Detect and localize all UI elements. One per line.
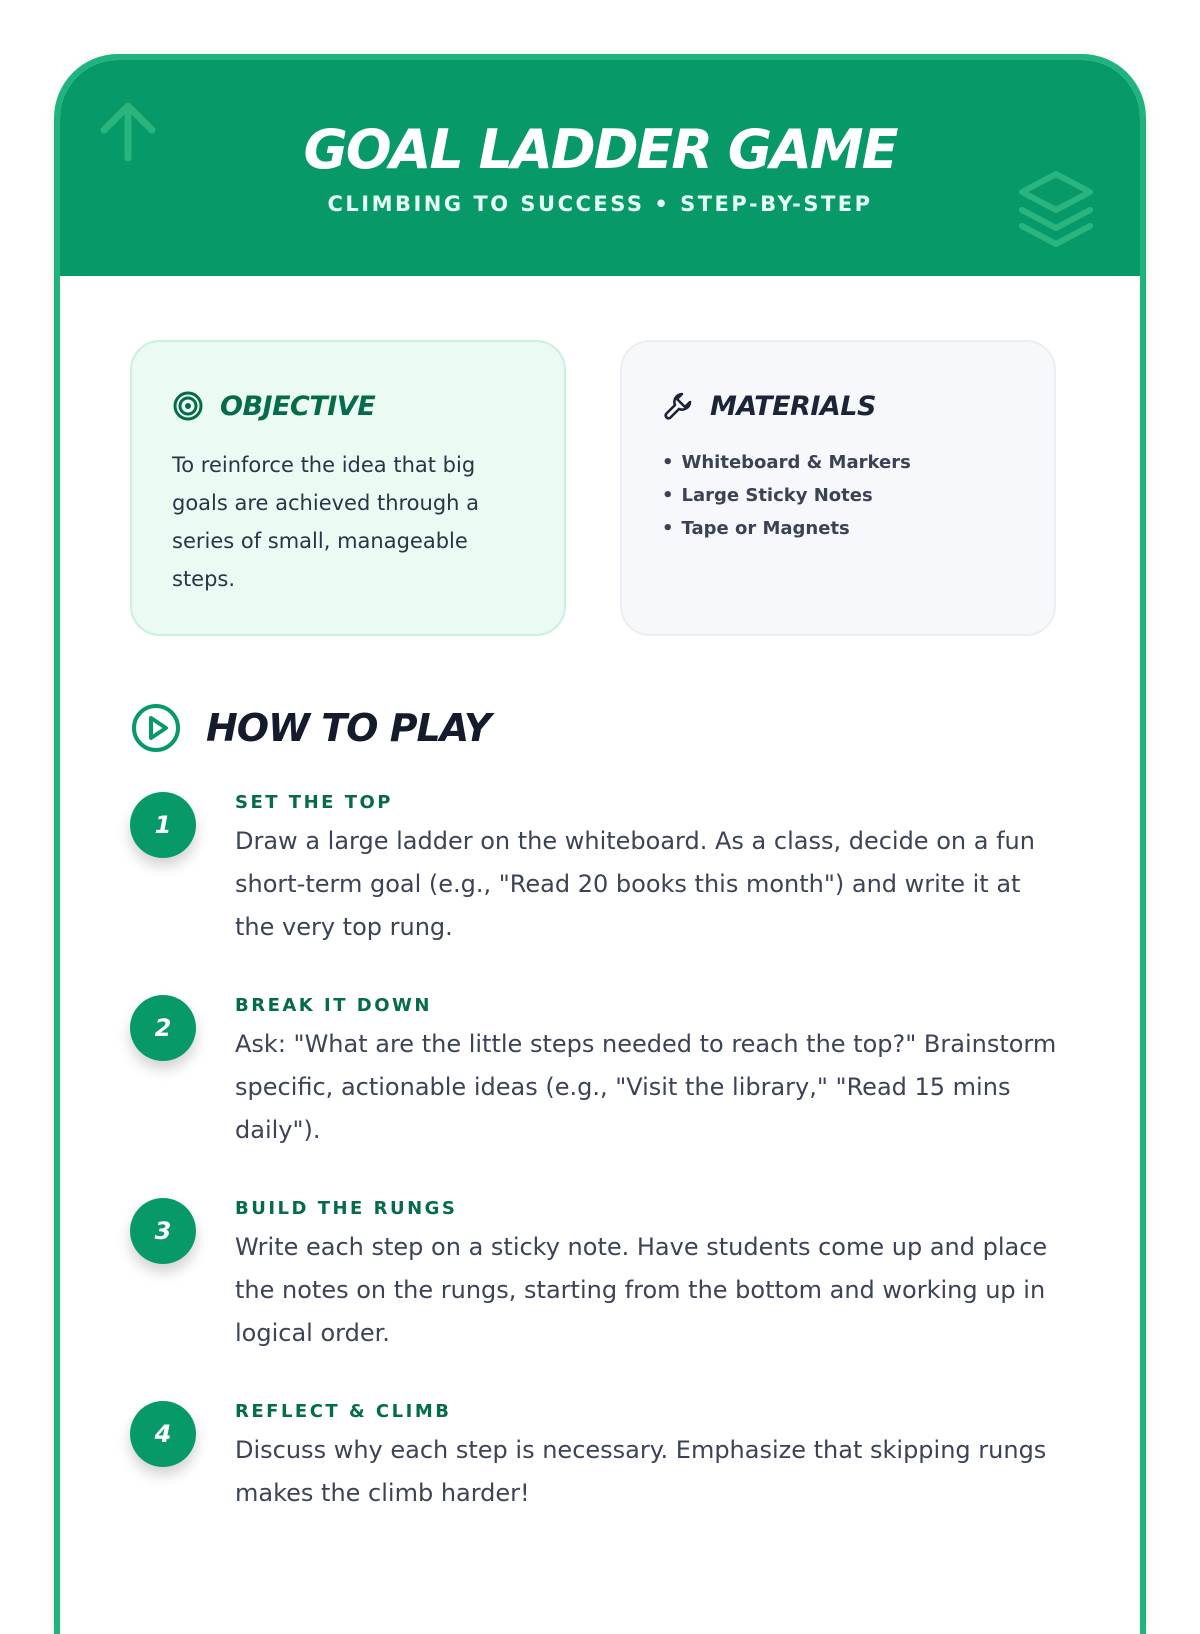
materials-box (620, 340, 1056, 636)
play-circle-icon (130, 702, 182, 754)
target-icon (172, 390, 204, 422)
how-to-play-heading (130, 700, 490, 756)
page-subtitle: CLIMBING TO SUCCESS • STEP-BY-STEP (327, 192, 873, 216)
objective-title: OBJECTIVE (220, 390, 376, 422)
step-text: Ask: "What are the little steps needed to reach the top?" Brainstorm specific, actionable ideas (e.g., "Visit the library," "Read 15 mins daily"). (235, 1030, 1057, 1144)
wrench-icon (662, 390, 694, 422)
step-number-badge: 2 (130, 995, 196, 1061)
step-number-badge: 3 (130, 1198, 196, 1264)
list-item: • Whiteboard & Markers (662, 452, 911, 473)
objective-box (130, 340, 566, 636)
header-banner (60, 60, 1140, 276)
objective-heading (172, 386, 375, 426)
step-title: REFLECT & CLIMB (235, 1401, 452, 1422)
step-number-badge: 4 (130, 1401, 196, 1467)
list-item: • Large Sticky Notes (662, 485, 873, 506)
step-title: BREAK IT DOWN (235, 995, 432, 1016)
materials-heading (662, 386, 876, 426)
step-title: SET THE TOP (235, 792, 393, 813)
materials-title: MATERIALS (710, 390, 876, 422)
step-number-badge: 1 (130, 792, 196, 858)
materials-list (662, 446, 911, 545)
step-text: Draw a large ladder on the whiteboard. As a class, decide on a fun short-term goal (e.g., "Read 20 books this month") and write it at the very top rung. (235, 827, 1035, 941)
list-item: • Tape or Magnets (662, 518, 850, 539)
page-title: GOAL LADDER GAME (303, 118, 897, 181)
activity-card (54, 54, 1146, 1634)
step-text: Discuss why each step is necessary. Emphasize that skipping rungs makes the climb harder! (235, 1436, 1047, 1507)
step-title: BUILD THE RUNGS (235, 1198, 458, 1219)
step-text: Write each step on a sticky note. Have students come up and place the notes on the rungs, starting from the bottom and working up in logical order. (235, 1233, 1048, 1347)
objective-text: To reinforce the idea that big goals are achieved through a series of small, manageable steps. (172, 453, 480, 591)
how-to-play-title: HOW TO PLAY (206, 706, 491, 750)
